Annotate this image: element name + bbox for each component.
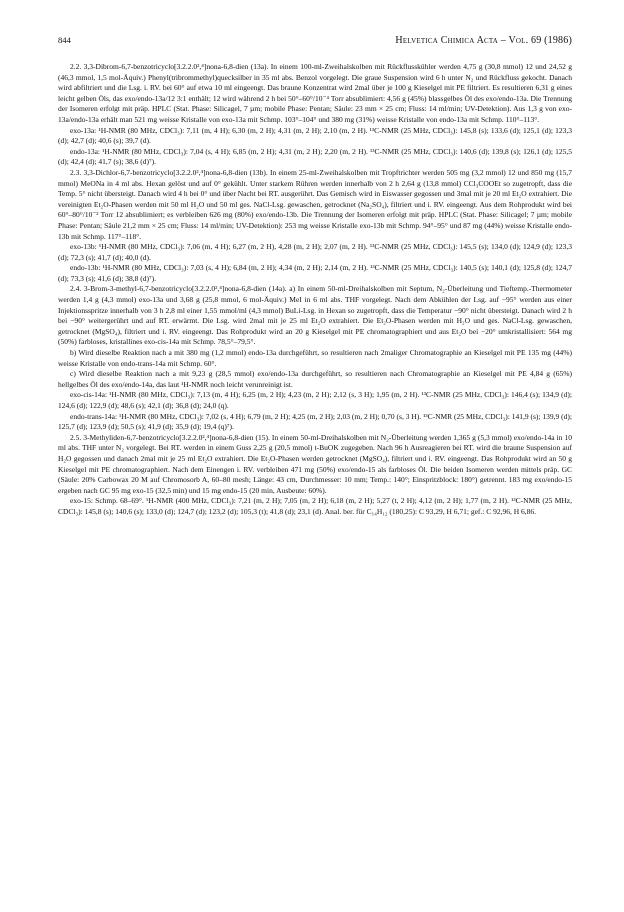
paragraph-14a-synthesis-a: 2.4. 3-Brom-3-methyl-6,7-benzotricyclo[3.2.2.0²,⁴]nona-6,8-dien (14a). a) In einem 50-ml-Dreihalskolben mit Septum, N₂-Überleitung und Tieftemp.-Thermometer werden 1,4 g (4,3 mmol) exo-13a und 3,68 g (25,8 mmol, 6 mol-Äquiv.) MeI in 6 ml abs. THF vorgelegt. Nach dem Abkühlen der Lsg. auf −95° werden aus einer Injektionsspritze innerhalb von 3 h 2,8 ml einer 1,55 mmol/ml (4,3 mmol) BuLi-Lsg. in Hexan so zugetropft, dass die Temperatur −90° nicht übersteigt. Danach wird 2 h bei −90° weitergerührt und auf RT. erwärmt. Die Lsg. wird 2mal mit je 25 ml Et₂O extrahiert. Die Et₂O-Phasen werden mit H₂O und ges. NaCl-Lsg. gewaschen, getrocknet (MgSO₄), filtriert und i. RV. eingeengt. Das Rohprodukt wird an 20 g Kieselgel mit PE chromatographiert und aus Et₂O bei −20° umkristallisiert: 564 mg (50%) farbloses, kristallines exo-cis-14a mit Schmp. 78,5°–79,5°. <box>58 284 572 347</box>
paragraph-14a-synthesis-c: c) Wird dieselbe Reaktion nach a mit 9,23 g (28,5 mmol) exo/endo-13a durchgeführt, so resultieren nach Chromatographie an Kieselgel mit PE 4,84 g (65%) hellgelbes Öl des exo/endo-14a, das laut ¹H-NMR noch leicht verunreinigt ist. <box>58 369 572 389</box>
paragraph-exo-cis-14a-nmr: exo-cis-14a: ¹H-NMR (80 MHz, CDCl₃): 7,13 (m, 4 H); 6,25 (m, 2 H); 4,23 (m, 2 H); 2,12 (s, 3 H); 1,95 (m, 2 H). ¹³C-NMR (25 MHz, CDCl₃): 146,4 (s); 134,9 (d); 124,6 (d); 122,9 (d); 48,6 (s); 42,1 (d); 36,8 (d); 24,0 (q). <box>58 390 572 410</box>
paragraph-exo-13b-nmr: exo-13b: ¹H-NMR (80 MHz, CDCl₃): 7,06 (m, 4 H); 6,27 (m, 2 H), 4,28 (m, 2 H); 2,07 (m, 2 H). ¹³C-NMR (25 MHz, CDCl₃): 145,5 (s); 134,0 (d); 124,9 (d); 123,3 (d); 72,3 (s); 41,7 (d); 40,0 (d). <box>58 242 572 262</box>
paragraph-13b-synthesis: 2.3. 3,3-Dichlor-6,7-benzotricyclo[3.2.2.0²,⁴]nona-6,8-dien (13b). In einem 25-ml-Zweihalskolben mit Tropftrichter werden 505 mg (3,2 mmol) 12 und 850 mg (15,7 mmol) MeONa in 4 ml abs. Hexan gelöst und auf 0° gekühlt. Unter starkem Rühren werden innerhalb von 2 h 2,64 g (13,8 mmol) CCl₃COOEt so zugetropft, dass die Temp. 5° nicht übersteigt. Danach wird 4 h bei 0° und über Nacht bei RT. ausgerührt. Das Gemisch wird in Eiswasser gegossen und 3mal mit je 20 ml Et₂O extrahiert. Die vereinigten Et₂O-Phasen werden mit 50 ml H₂O und 50 ml ges. NaCl-Lsg. gewaschen, getrocknet (Na₂SO₄), filtriert und i. RV. eingeengt. Aus dem Rohprodukt wird bei 60°–80°/10⁻² Torr 12 absublimiert; es verbleiben 626 mg (80%) exo/endo-13b. Die Trennung der Isomeren erfolgt mit präp. HPLC (Stat. Phase: Silicagel; 7 µm; mobile Phase: Pentan; Säule 21,2 mm × 25 cm; Fluss: 14 ml/min; UV-Detektion): 253 mg weisse Kristalle exo-13b mit Schmp. 94°–95° und 87 mg (44%) weisse Kristalle endo-13b mit Schmp. 117°–118°. <box>58 167 572 241</box>
paragraph-13a-synthesis: 2.2. 3,3-Dibrom-6,7-benzotricyclo[3.2.2.0²,⁴]nona-6,8-dien (13a). In einem 100-ml-Zweihalskolben mit Rückflusskühler werden 4,75 g (30,8 mmol) 12 und 24,52 g (46,3 mmol, 1,5 mol-Äquiv.) Phenyl(tribrommethyl)quecksilber in 35 ml abs. Benzol vorgelegt. Die graue Suspension wird 6 h unter N₂ und Rückfluss gekocht. Danach wird abfiltriert und die Lsg. i. RV. bei 60° auf etwa 10 ml eingeengt. Das braune Konzentrat wird 2mal über je 100 g Kieselgel mit PE filtriert. Es resultieren 6,31 g eines leicht gelben Öls, das exo/endo-13a/12 3:1 enthält; 12 wird während 2 h bei 50°–60°/10⁻⁴ Torr absublimiert: 4,56 g (45%) blassgelbes Öl des exo/endo-13a. Die Trennung der Isomeren erfolgt mit präp. HPLC (Stat. Phase: Silicagel, 7 µm; mobile Phase: Pentan; Säule: 23 mm × 25 cm; Fluss: 14 ml/min; UV-Detektion). Aus 1,3 g von exo-13a/endo-13a erhält man 521 mg weisse Kristalle von exo-13a mit Schmp. 103°–104° und 380 mg (31%) weisse Kristalle von endo-13a mit Schmp. 110°–113°. <box>58 62 572 124</box>
paragraph-endo-13a-nmr: endo-13a: ¹H-NMR (80 MHz, CDCl₃): 7,04 (s, 4 H); 6,85 (m, 2 H); 4,31 (m, 2 H); 2,20 (m, 2 H). ¹³C-NMR (25 MHz, CDCl₃): 140,6 (d); 139,8 (s); 126,1 (d); 125,5 (d); 42,4 (d); 41,7 (s); 38,6 (d)⁷). <box>58 146 572 167</box>
paragraph-endo-trans-14a-nmr: endo-trans-14a: ¹H-NMR (80 MHz, CDCl₃): 7,02 (s, 4 H); 6,79 (m, 2 H); 4,25 (m, 2 H); 2,03 (m, 2 H); 0,70 (s, 3 H). ¹³C-NMR (25 MHz, CDCl₃): 141,9 (s); 139,9 (d); 125,7 (d); 123,9 (d); 50,5 (s); 41,9 (d); 35,9 (d); 19,4 (q)⁷). <box>58 411 572 432</box>
journal-title: Helvetica Chimica Acta – Vol. 69 (1986) <box>395 35 572 46</box>
page-number: 844 <box>58 35 71 45</box>
paragraph-15-synthesis: 2.5. 3-Methyliden-6,7-benzotricyclo[3.2.2.0²,⁴]nona-6,8-dien (15). In einem 50-ml-Dreihalskolben mit N₂-Überleitung werden 1,365 g (5,3 mmol) exo/endo-14a in 10 ml abs. THF unter N₂ vorgelegt. Bei RT. werden in einem Guss 2,25 g (20,5 mmol) t-BuOK zugegeben. Nach 96 h Ausreagieren bei RT. wird die braune Suspension auf H₂O gegossen und danach 2mal mit je 25 ml Et₂O extrahiert. Die Et₂O-Phasen werden getrocknet (MgSO₄), filtriert und i. RV. eingeengt. Das Rohprodukt wird an 50 g Kieselgel mit PE chromatographiert. Nach dem Einengen i. RV. verbleiben 471 mg (50%) exo/endo-15 als farbloses Öl. Die beiden Isomeren werden mittels präp. GC (Säule: 20% Carbowax 20 M auf Chromosorb A, 60–80 mesh; Länge: 43 cm, Durchmesser: 10 mm; Temp.: 140°; Einspritzblock: 180°) getrennt. 183 mg exo/endo-15 ergeben nach GC 95 mg exo-15 (32,5 min) und 15 mg endo-15 (20 min, Ausbeute: 60%). <box>58 432 572 495</box>
paragraph-14a-synthesis-b: b) Wird dieselbe Reaktion nach a mit 380 mg (1,2 mmol) endo-13a durchgeführt, so resultieren nach 2maliger Chromatographie an Kieselgel mit PE 135 mg (44%) weisse Kristalle von endo-trans-14a mit Schmp. 60°. <box>58 348 572 368</box>
page-header <box>58 34 572 47</box>
paragraph-endo-13b-nmr: endo-13b: ¹H-NMR (80 MHz, CDCl₃): 7,03 (s, 4 H); 6,84 (m, 2 H); 4,34 (m, 2 H); 2,14 (m, 2 H). ¹³C-NMR (25 MHz, CDCl₃): 140,5 (s); 140,1 (d); 125,8 (d); 124,7 (d); 73,3 (s); 41,6 (d); 38,8 (d)⁷). <box>58 263 572 283</box>
paragraph-exo-15-data: exo-15: Schmp. 68–69°. ¹H-NMR (400 MHz, CDCl₃): 7,21 (m, 2 H); 7,05 (m, 2 H); 6,18 (m, 2 H); 5,27 (t, 2 H); 4,12 (m, 2 H); 1,77 (m, 2 H). ¹³C-NMR (25 MHz, CDCl₃): 145,8 (s); 140,6 (s); 133,0 (d); 124,7 (d); 123,2 (d); 105,3 (t); 41,8 (d); 23,1 (d). Anal. ber. für C₁₄H₁₂ (180,25): C 93,29, H 6,71; gef.: C 92,96, H 6,86. <box>58 496 572 516</box>
paragraph-exo-13a-nmr: exo-13a: ¹H-NMR (80 MHz, CDCl₃): 7,11 (m, 4 H); 6,30 (m, 2 H); 4,31 (m, 2 H); 2,10 (m, 2 H). ¹³C-NMR (25 MHz, CDCl₃): 145,8 (s); 133,6 (d); 125,1 (d); 123,3 (d); 42,7 (d); 40,6 (s); 39,7 (d). <box>58 125 572 146</box>
